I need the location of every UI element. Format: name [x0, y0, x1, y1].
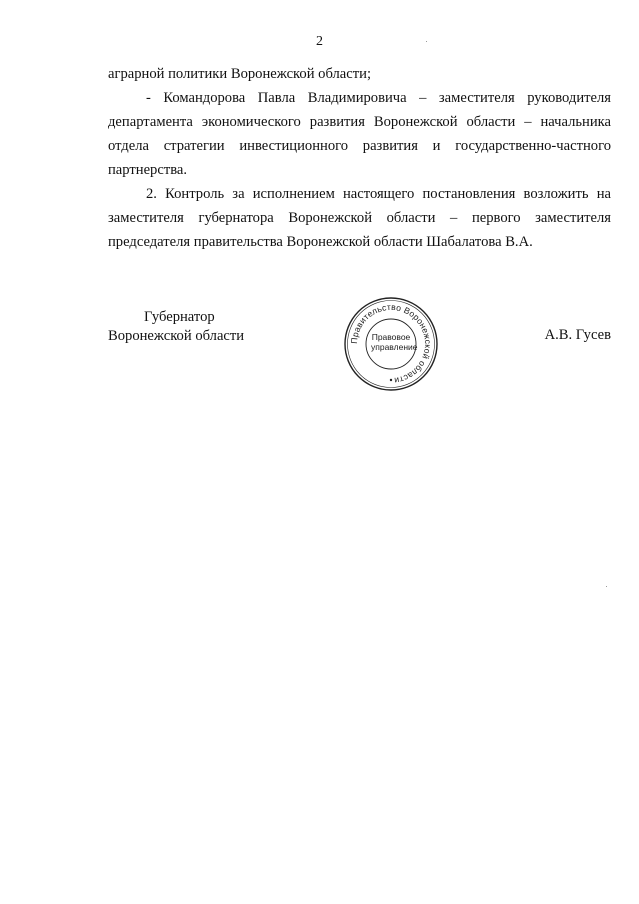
- paragraph-control-cont: [108, 206, 611, 254]
- text-line: заместителя губернатора Воронежской области – первого заместителя: [108, 210, 611, 226]
- signer-region: Воронежской области: [108, 328, 245, 344]
- stamp-center-line: управление: [371, 342, 418, 352]
- paragraph-komandorov-cont: [108, 110, 611, 182]
- stamp-center-text: [371, 332, 418, 352]
- paragraph-control: [108, 182, 611, 206]
- text-line: партнерства.: [108, 162, 188, 178]
- page-number: 2: [316, 34, 323, 49]
- text-line: аграрной политики Воронежской области;: [108, 66, 371, 82]
- signature-block: [108, 301, 611, 398]
- text-line: - Командорова Павла Владимировича – заместителя руководителя: [146, 90, 611, 106]
- stamp-ring-textpath: Правительство Воронежской области: [348, 301, 434, 386]
- scan-artifact: [606, 586, 607, 587]
- text-line: отдела стратегии инвестиционного развития и государственно-частного: [108, 138, 611, 154]
- stamp-dot: [390, 379, 392, 381]
- signer-title: [108, 308, 244, 346]
- official-stamp: [341, 294, 441, 394]
- paragraph-continuation: [108, 62, 611, 86]
- text-line: департамента экономического развития Воронежской области – начальника: [108, 114, 611, 130]
- text-line: председателя правительства Воронежской области Шабалатова В.А.: [108, 234, 533, 250]
- stamp-center-line: Правовое: [371, 332, 411, 342]
- document-body: [108, 62, 611, 254]
- text-line: 2. Контроль за исполнением настоящего постановления возложить на: [146, 186, 611, 202]
- scan-artifact: [426, 41, 427, 42]
- signer-name: А.В. Гусев: [544, 327, 611, 343]
- paragraph-komandorov: [108, 86, 611, 110]
- signer-position: Губернатор: [144, 309, 215, 325]
